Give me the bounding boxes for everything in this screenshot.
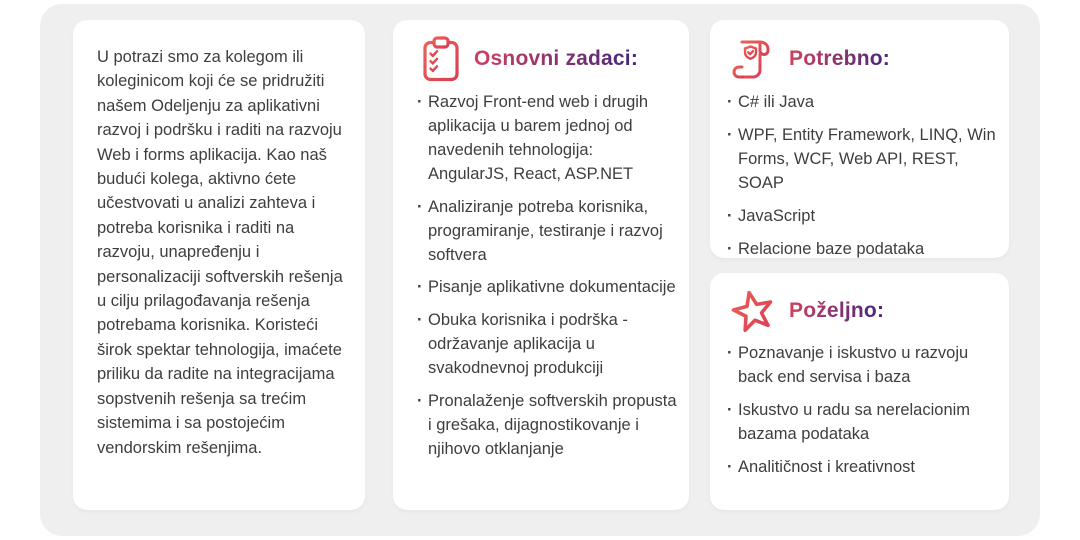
- bullet-dot: ·: [417, 278, 423, 297]
- tasks-header: [393, 20, 689, 82]
- list-item-text: Poznavanje i iskustvo u razvoju back end servisa i baza: [738, 344, 969, 386]
- certificate-scroll-icon: [730, 36, 776, 82]
- list-item: [417, 196, 677, 268]
- tasks-card: [393, 20, 689, 510]
- clipboard-checklist-icon: [421, 36, 461, 82]
- list-item-text: Analiziranje potreba korisnika, programiranje, testiranje i razvoj softvera: [428, 197, 663, 264]
- list-item-text: JavaScript: [738, 206, 816, 225]
- list-item-text: Pisanje aplikativne dokumentacije: [428, 278, 676, 297]
- bullet-dot: ·: [727, 239, 733, 258]
- tasks-list: [393, 91, 689, 462]
- bullet-dot: ·: [727, 125, 733, 144]
- list-item-text: Pronalaženje softverskih propusta i grešaka, dijagnostikovanje i njihovo otklanjanje: [428, 392, 677, 458]
- list-item-text: Relacione baze podataka: [738, 239, 925, 258]
- bullet-dot: ·: [727, 400, 733, 419]
- list-item-text: Analitičnost i kreativnost: [738, 457, 915, 476]
- required-title: Potrebno:: [789, 47, 890, 70]
- intro-card: [73, 20, 365, 510]
- bullet-dot: ·: [727, 206, 733, 225]
- required-list: [710, 91, 1009, 258]
- desired-list: [710, 342, 1009, 480]
- bullet-dot: ·: [417, 392, 423, 411]
- list-item: [727, 456, 997, 480]
- list-item: [727, 205, 997, 229]
- list-item: [727, 124, 997, 196]
- list-item: [417, 91, 677, 187]
- required-card: [710, 20, 1009, 258]
- bullet-dot: ·: [417, 197, 423, 216]
- list-item-text: Obuka korisnika i podrška - održavanje aplikacija u svakodnevnoj produkciji: [428, 311, 628, 378]
- star-icon: [730, 289, 776, 333]
- tasks-title: Osnovni zadaci:: [474, 47, 639, 70]
- list-item-text: WPF, Entity Framework, LINQ, Win Forms, WCF, Web API, REST, SOAP: [738, 125, 996, 192]
- desired-card: [710, 273, 1009, 510]
- list-item-text: Iskustvo u radu sa nerelacionim bazama podataka: [738, 400, 971, 443]
- bullet-dot: ·: [417, 93, 423, 111]
- background-panel: [40, 4, 1040, 536]
- list-item: [417, 390, 677, 462]
- bullet-dot: ·: [417, 311, 423, 330]
- list-item: [727, 399, 997, 447]
- list-item: [417, 276, 677, 300]
- desired-header: [710, 273, 1009, 333]
- required-header: [710, 20, 1009, 82]
- desired-title: Poželjno:: [789, 299, 885, 322]
- list-item: [727, 238, 997, 258]
- intro-paragraph: U potrazi smo za kolegom ili koleginicom koji će se pridružiti našem Odeljenju za aplikativni razvoj i podršku i raditi na razvoju Web i forms aplikacija. Kao naš budući kolega, aktivno ćete učestvovati u analizi zahteva i potreba korisnika i raditi na razvoju, unapređenju i personalizaciji softverskih rešenja u cilju prilagođavanja rešenja potrebama korisnika. Koristeći širok spektar tehnologija, imaćete priliku da radite na integracijama sopstvenih rešenja sa trećim sistemima i sa postojećim vendorskim rešenjima.: [97, 48, 343, 457]
- list-item-text: Razvoj Front-end web i drugih aplikacija u barem jednoj od navedenih tehnologija: AngularJS, React, ASP.NET: [428, 93, 649, 183]
- list-item: [417, 309, 677, 381]
- bullet-dot: ·: [727, 344, 733, 362]
- list-item-text: C# ili Java: [738, 93, 815, 111]
- list-item: [727, 91, 997, 115]
- bullet-dot: ·: [727, 93, 733, 111]
- list-item: [727, 342, 997, 390]
- bullet-dot: ·: [727, 457, 733, 476]
